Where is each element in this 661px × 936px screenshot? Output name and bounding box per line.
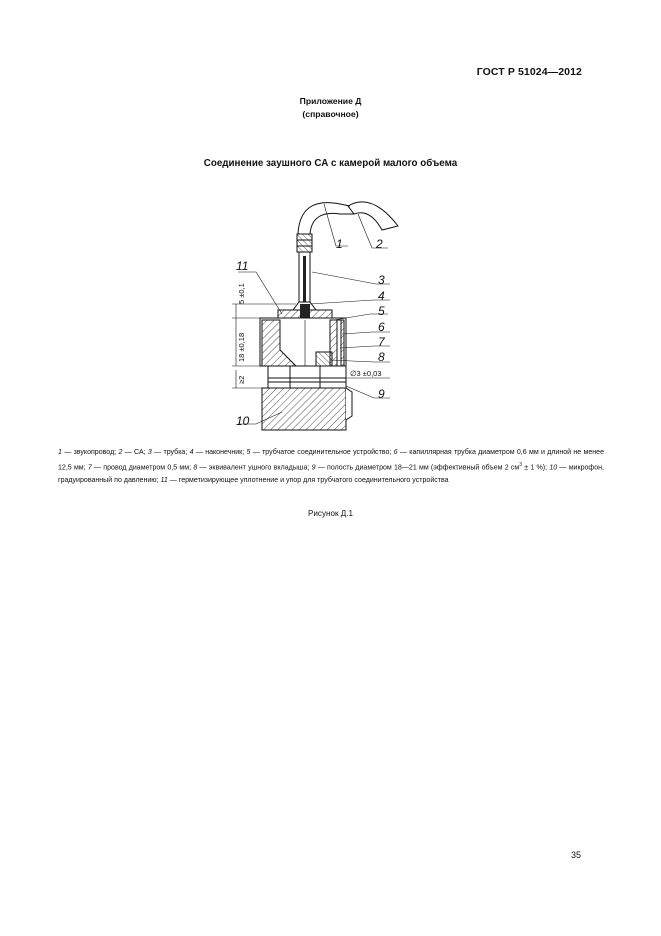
callout-4: 4 xyxy=(378,289,385,303)
cavity xyxy=(268,366,346,388)
callout-2: 2 xyxy=(376,237,383,251)
capillary-tube xyxy=(337,320,341,366)
callout-5: 5 xyxy=(378,304,385,318)
callout-9: 9 xyxy=(378,387,385,401)
callout-11: 11 xyxy=(236,259,249,273)
callout-1: 1 xyxy=(336,237,343,251)
figure-caption: 1 — звукопровод; 2 — СА; 3 — трубка; 4 — наконечник; 5 — трубчатое соединительное устройство; 6 — капиллярная трубка диаметром 0,6 мм и длиной не менее 12,5 мм; 7 — провод диаметром 0,5 мм; 8 — эквивалент ушного вкладыша; 9 — полость диаметром 18—21 мм (эффективный объем 2 $см^3 \pm 1$ %); 10 — микрофон, градуированный по давлению; 11 — герметизирующее уплотнение и упор для трубчатого соединительного устройства xyxy=(58,449,605,485)
dimension-2: ≥2 xyxy=(237,375,246,384)
dimension-3: ∅3 ±0,03 xyxy=(350,369,382,378)
figure-label: Рисунок Д.1 xyxy=(307,509,353,518)
appendix-title: Приложение Д xyxy=(299,96,362,106)
sound-tube-hook xyxy=(298,203,354,234)
callout-8: 8 xyxy=(378,350,385,364)
dimension-5: 5 ±0,1 xyxy=(237,283,246,304)
hearing-aid-body xyxy=(348,202,398,230)
figure-title: Соединение заушного СА с камерой малого объема xyxy=(203,158,458,169)
appendix-subtitle: (справочное) xyxy=(302,109,359,119)
dimension-18: 18 ±0,18 xyxy=(237,332,246,362)
callout-3: 3 xyxy=(378,273,385,287)
microphone xyxy=(262,388,346,430)
callout-10: 10 xyxy=(236,414,250,428)
technical-drawing xyxy=(0,0,661,440)
tip-connector xyxy=(297,234,312,252)
callout-6: 6 xyxy=(378,320,385,334)
callout-7: 7 xyxy=(378,335,385,349)
page-number: 35 xyxy=(570,850,581,860)
document-standard-id: ГОСТ Р 51024—2012 xyxy=(476,66,582,78)
earmold-equivalent xyxy=(316,352,332,366)
